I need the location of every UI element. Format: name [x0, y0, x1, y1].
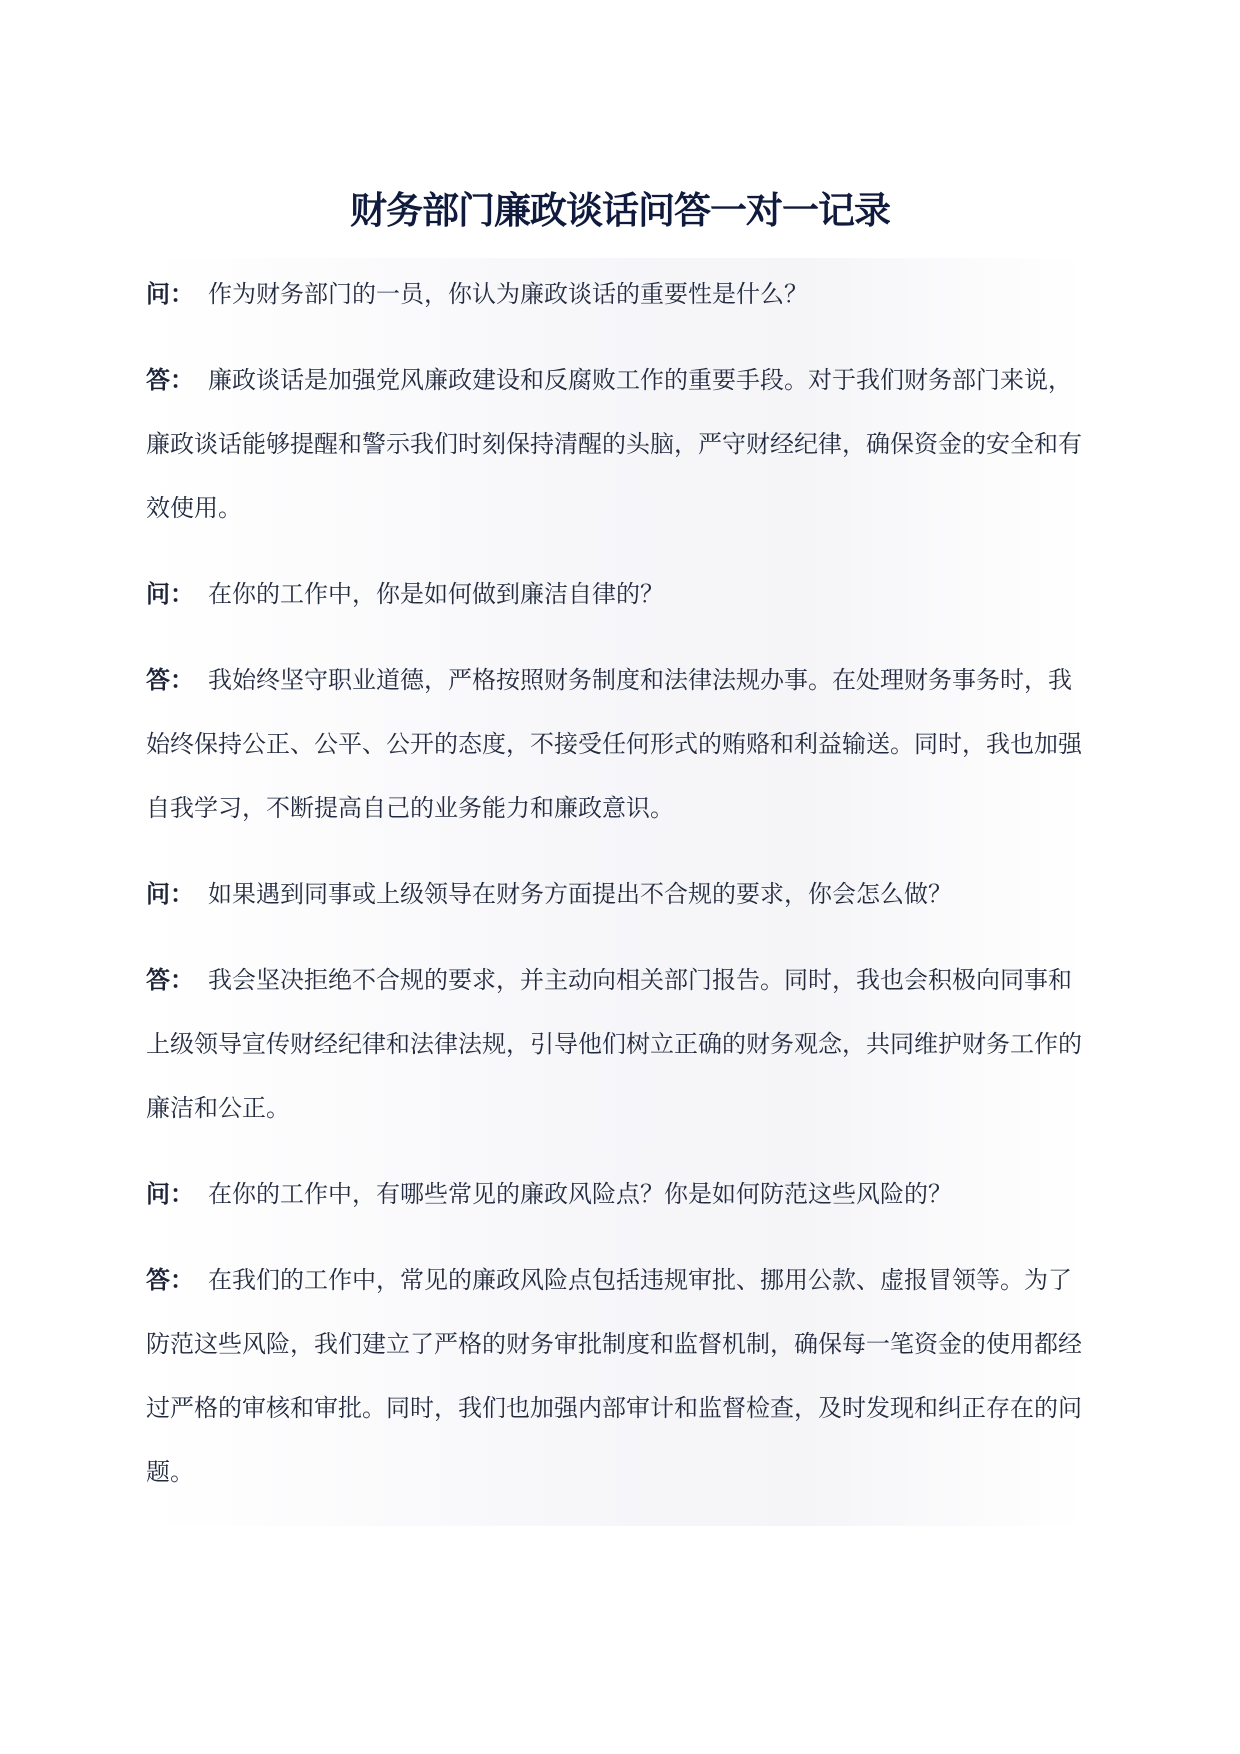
answer-4 — [146, 1248, 1086, 1504]
document-title: 财务部门廉政谈话问答一对一记录 — [350, 188, 890, 232]
question-4 — [146, 1162, 1086, 1226]
question-text: 在你的工作中，有哪些常见的廉政风险点？你是如何防范这些风险的？ — [208, 1180, 952, 1208]
answer-text: 我始终坚守职业道德，严格按照财务制度和法律法规办事。在处理财务事务时，我始终保持公正、公平、公开的态度，不接受任何形式的贿赂和利益输送。同时，我也加强自我学习，不断提高自己的业务能力和廉政意识。 — [146, 666, 1082, 822]
question-text: 在你的工作中，你是如何做到廉洁自律的？ — [208, 580, 664, 608]
answer-label: 答： — [146, 1266, 194, 1294]
qa-list — [146, 258, 1086, 1526]
answer-text: 在我们的工作中，常见的廉政风险点包括违规审批、挪用公款、虚报冒领等。为了防范这些风险，我们建立了严格的财务审批制度和监督机制，确保每一笔资金的使用都经过严格的审核和审批。同时，我们也加强内部审计和监督检查，及时发现和纠正存在的问题。 — [146, 1266, 1082, 1486]
question-2 — [146, 562, 1086, 626]
answer-text: 我会坚决拒绝不合规的要求，并主动向相关部门报告。同时，我也会积极向同事和上级领导宣传财经纪律和法律法规，引导他们树立正确的财务观念，共同维护财务工作的廉洁和公正。 — [146, 966, 1082, 1122]
question-text: 如果遇到同事或上级领导在财务方面提出不合规的要求，你会怎么做？ — [208, 880, 952, 908]
question-3 — [146, 862, 1086, 926]
answer-2 — [146, 648, 1086, 840]
answer-label: 答： — [146, 666, 194, 694]
answer-3 — [146, 948, 1086, 1140]
question-label: 问： — [146, 280, 194, 308]
answer-text: 廉政谈话是加强党风廉政建设和反腐败工作的重要手段。对于我们财务部门来说，廉政谈话能够提醒和警示我们时刻保持清醒的头脑，严守财经纪律，确保资金的安全和有效使用。 — [146, 366, 1082, 522]
answer-1 — [146, 348, 1086, 540]
question-text: 作为财务部门的一员，你认为廉政谈话的重要性是什么？ — [208, 280, 808, 308]
question-label: 问： — [146, 580, 194, 608]
question-label: 问： — [146, 1180, 194, 1208]
answer-label: 答： — [146, 366, 194, 394]
question-label: 问： — [146, 880, 194, 908]
answer-label: 答： — [146, 966, 194, 994]
question-1 — [146, 262, 1086, 326]
